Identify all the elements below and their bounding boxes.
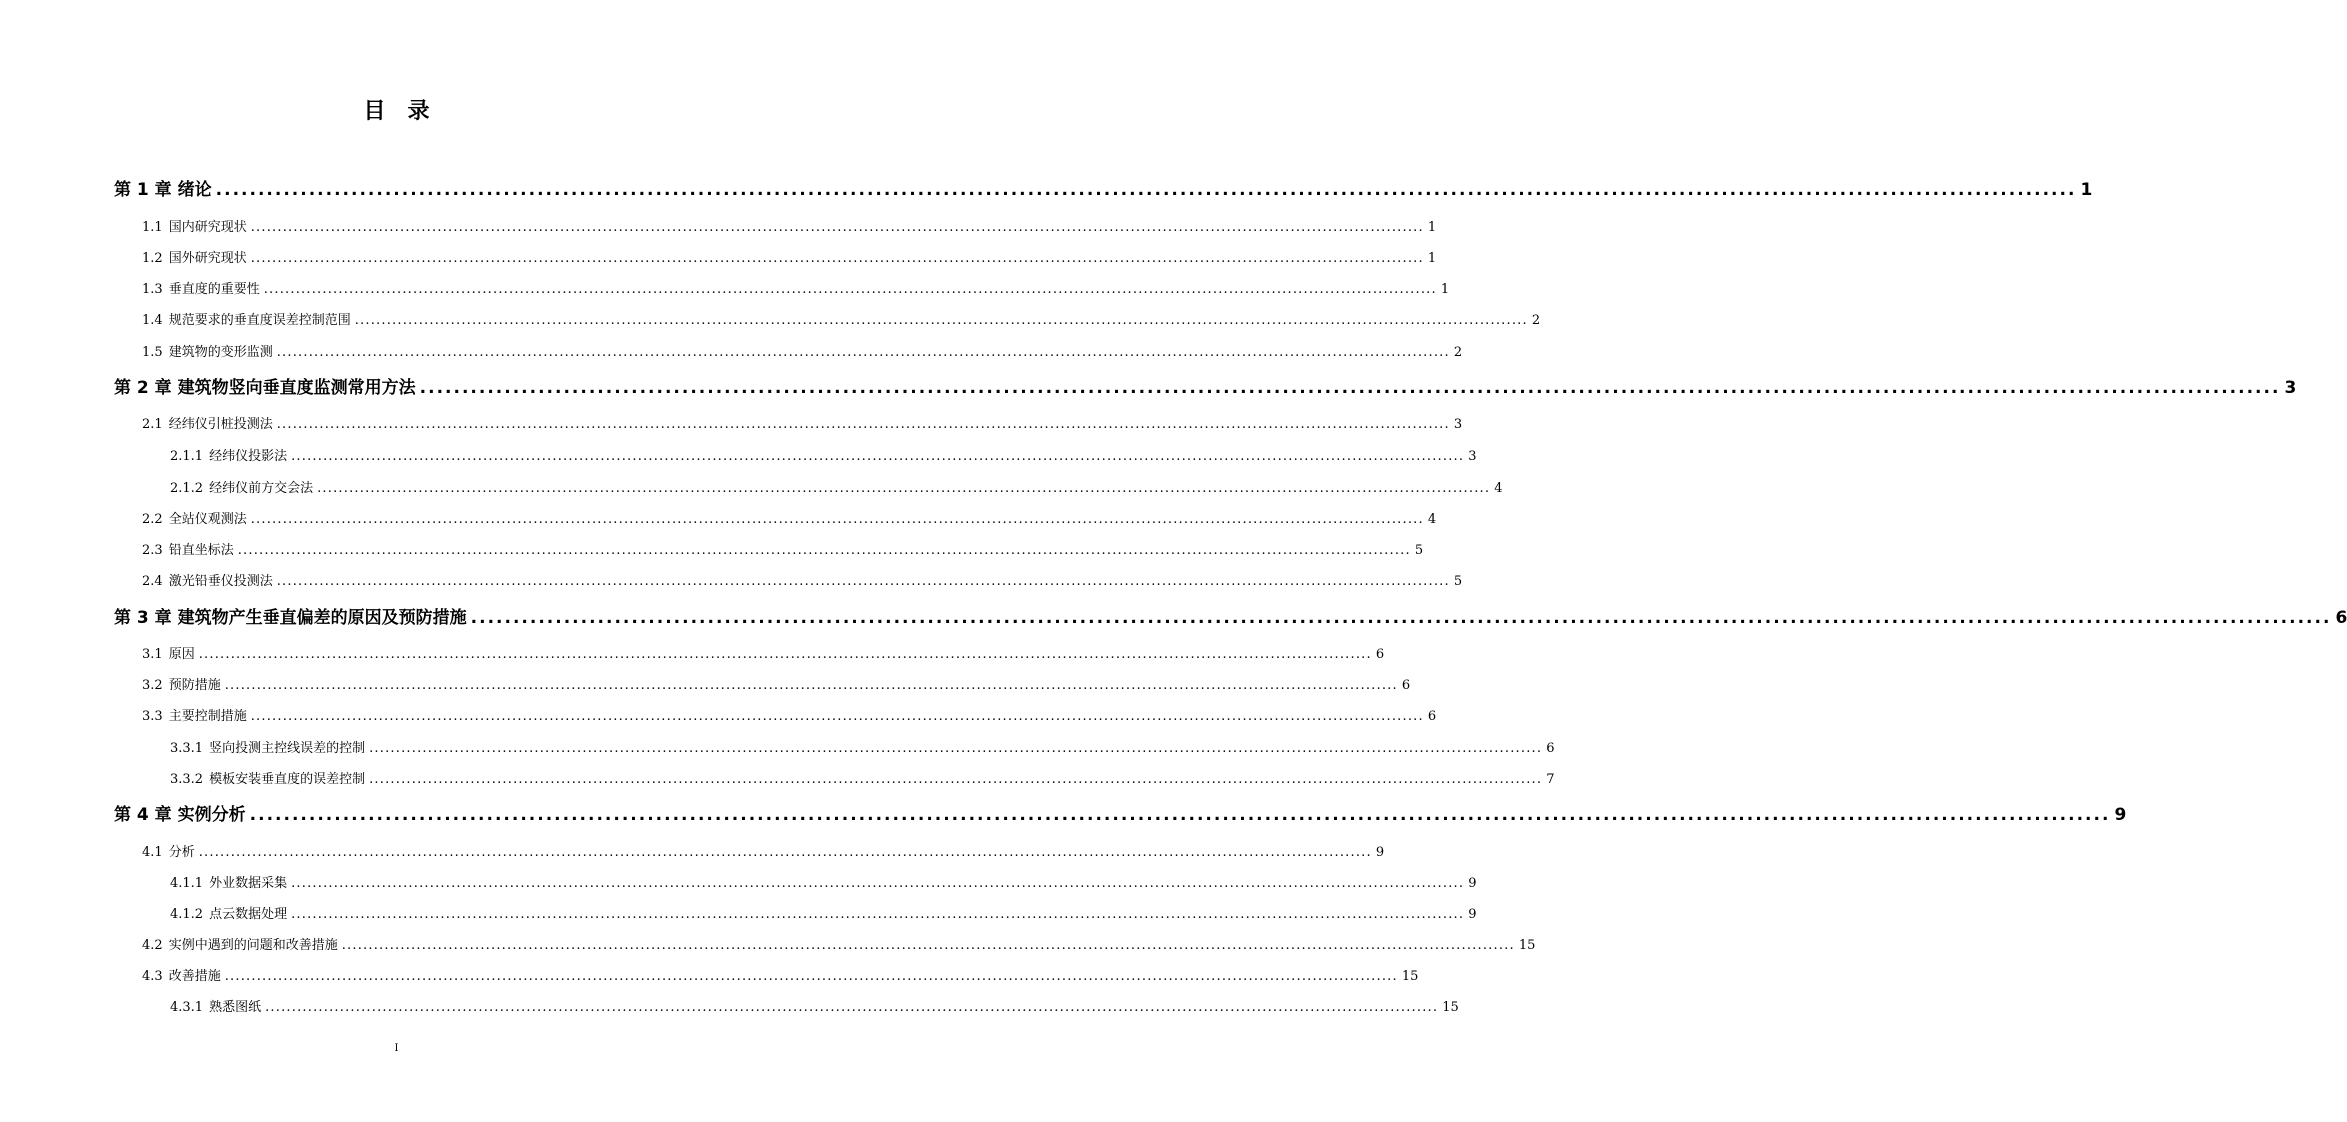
toc-entry-page: 2 xyxy=(1453,345,1463,360)
toc-entry-page: 5 xyxy=(1414,543,1424,558)
toc-entry-page: 6 xyxy=(2335,608,2347,628)
toc-leader-dots: ............................................................................................................................................................................................................................ xyxy=(198,647,1372,662)
toc-entry-number: 4.2 xyxy=(142,938,163,953)
toc-entry-text: 经纬仪投影法 xyxy=(209,449,288,464)
toc-entry-page: 15 xyxy=(1518,938,1536,953)
toc-entry-label xyxy=(142,309,351,328)
toc-entry-label xyxy=(142,570,273,589)
toc-entry-text: 建筑物产生垂直偏差的原因及预防措施 xyxy=(177,608,467,628)
toc-entry[interactable] xyxy=(142,570,1463,589)
toc-entry-label xyxy=(170,768,365,787)
toc-entry-label xyxy=(114,603,467,628)
toc-leader-dots: ............................................................................................................................................................................................................................ xyxy=(198,845,1372,860)
toc-entry[interactable] xyxy=(114,373,2297,398)
toc-entry[interactable] xyxy=(142,216,1437,235)
toc-entry-number: 3.3.2 xyxy=(170,772,204,787)
toc-entry-number: 3.3.1 xyxy=(170,741,204,756)
toc-entry-page: 3 xyxy=(1453,417,1463,432)
toc-entry-number: 2.2 xyxy=(142,512,163,527)
toc-entry-text: 全站仪观测法 xyxy=(168,512,247,527)
toc-entry[interactable] xyxy=(142,643,1385,662)
page-number-footer: I xyxy=(394,1043,399,1054)
toc-entry-page: 15 xyxy=(1401,969,1419,984)
toc-entry-number: 1.5 xyxy=(142,345,163,360)
toc-entry-page: 7 xyxy=(1546,772,1555,787)
toc-entry-page: 2 xyxy=(1531,313,1541,328)
toc-entry[interactable] xyxy=(170,445,1477,464)
toc-leader-dots: ............................................................................................................................................................................................................................ xyxy=(250,512,1424,527)
toc-entry-number: 4.3.1 xyxy=(170,1000,204,1015)
toc-entry-number: 2.3 xyxy=(142,543,163,558)
toc-entry-text: 模板安装垂直度的误差控制 xyxy=(209,772,366,787)
toc-entry-page: 15 xyxy=(1442,1000,1459,1015)
toc-entry-label xyxy=(142,674,221,693)
toc-entry-page: 1 xyxy=(1427,251,1437,266)
toc-leader-dots: ............................................................................................................................................................................................................................ xyxy=(276,345,1450,360)
toc-leader-dots: ............................................................................................................................................................................................................................ xyxy=(265,1000,1439,1015)
toc-entry[interactable] xyxy=(114,175,2093,200)
toc-entry-page: 3 xyxy=(1468,449,1477,464)
toc-entry-label xyxy=(142,643,195,662)
toc-entry-page: 9 xyxy=(1468,876,1477,891)
toc-entry-number: 第 4 章 xyxy=(114,805,172,825)
toc-entry-text: 实例中遇到的问题和改善措施 xyxy=(168,938,338,953)
toc-entry-text: 建筑物的变形监测 xyxy=(168,345,273,360)
toc-entry-label xyxy=(142,278,260,297)
toc-entry-number: 第 1 章 xyxy=(114,180,172,200)
toc-entry-page: 1 xyxy=(1440,282,1450,297)
toc-leader-dots: ............................................................................................................................................................................................................................ xyxy=(215,180,2077,200)
toc-entry-page: 4 xyxy=(1494,481,1503,496)
toc-entry-text: 经纬仪引桩投测法 xyxy=(168,417,273,432)
toc-entry-number: 第 3 章 xyxy=(114,608,172,628)
toc-entry-text: 实例分析 xyxy=(177,805,246,825)
toc-entry-label xyxy=(170,903,287,922)
title-left: 目 xyxy=(363,98,386,124)
page-title xyxy=(0,94,793,125)
toc-entry-label xyxy=(142,247,247,266)
toc-entry-number: 4.1 xyxy=(142,845,163,860)
toc-leader-dots: ............................................................................................................................................................................................................................ xyxy=(291,876,1465,891)
toc-leader-dots: ............................................................................................................................................................................................................................ xyxy=(291,907,1465,922)
toc-entry-text: 主要控制措施 xyxy=(168,709,247,724)
toc-entry-page: 9 xyxy=(2114,805,2127,825)
toc-entry-number: 1.1 xyxy=(142,220,163,235)
toc-entry-page: 4 xyxy=(1427,512,1437,527)
toc-entry-number: 3.3 xyxy=(142,709,163,724)
toc-entry-label xyxy=(142,705,247,724)
toc-entry-text: 点云数据处理 xyxy=(209,907,288,922)
toc-entry-label xyxy=(114,175,212,200)
toc-entry[interactable] xyxy=(142,341,1463,360)
toc-leader-dots: ............................................................................................................................................................................................................................ xyxy=(369,741,1543,756)
toc-entry-label xyxy=(170,477,313,496)
toc-leader-dots: ............................................................................................................................................................................................................................ xyxy=(276,574,1450,589)
toc-entry-page: 1 xyxy=(1427,220,1437,235)
toc-entry-number: 4.1.2 xyxy=(170,907,204,922)
toc-leader-dots: ............................................................................................................................................................................................................................ xyxy=(317,481,1491,496)
toc-entry[interactable] xyxy=(170,996,1459,1015)
toc-entry-label xyxy=(142,413,273,432)
toc-entry-text: 国外研究现状 xyxy=(168,251,247,266)
toc-entry-number: 1.2 xyxy=(142,251,163,266)
toc-entry[interactable] xyxy=(142,934,1536,953)
toc-entry-page: 6 xyxy=(1401,678,1411,693)
toc-leader-dots: ............................................................................................................................................................................................................................ xyxy=(249,805,2111,825)
toc-entry-label xyxy=(142,508,247,527)
toc-entry[interactable] xyxy=(170,903,1477,922)
toc-entry-text: 预防措施 xyxy=(168,678,221,693)
toc-entry-page: 5 xyxy=(1453,574,1463,589)
toc-entry[interactable] xyxy=(114,603,2347,628)
toc-entry-page: 6 xyxy=(1375,647,1385,662)
toc-entry-number: 2.1.1 xyxy=(170,449,204,464)
toc-entry-label xyxy=(142,539,234,558)
toc-entry-number: 3.1 xyxy=(142,647,163,662)
toc-entry-text: 建筑物竖向垂直度监测常用方法 xyxy=(177,378,416,398)
toc-entry[interactable] xyxy=(142,278,1450,297)
toc-leader-dots: ............................................................................................................................................................................................................................ xyxy=(250,220,1424,235)
toc-entry-text: 改善措施 xyxy=(168,969,221,984)
toc-entry-text: 绪论 xyxy=(177,180,212,200)
toc-entry-text: 熟悉图纸 xyxy=(209,1000,262,1015)
toc-entry-label xyxy=(114,800,246,825)
toc-entry[interactable] xyxy=(142,247,1437,266)
toc-leader-dots: ............................................................................................................................................................................................................................ xyxy=(250,709,1424,724)
toc-leader-dots: ............................................................................................................................................................................................................................ xyxy=(263,282,1437,297)
toc-entry-label xyxy=(170,996,261,1015)
toc-entry-label xyxy=(142,934,338,953)
toc-entry[interactable] xyxy=(142,539,1424,558)
toc-entry-text: 经纬仪前方交会法 xyxy=(209,481,314,496)
toc-entry-label xyxy=(142,965,221,984)
toc-entry[interactable] xyxy=(142,413,1463,432)
toc-entry[interactable] xyxy=(170,737,1555,756)
toc-entry-label xyxy=(142,341,273,360)
toc-entry-number: 3.2 xyxy=(142,678,163,693)
toc-entry[interactable] xyxy=(142,508,1437,527)
toc-leader-dots: ............................................................................................................................................................................................................................ xyxy=(291,449,1465,464)
toc-entry[interactable] xyxy=(142,965,1419,984)
toc-entry-page: 9 xyxy=(1375,845,1385,860)
toc-entry-number: 1.3 xyxy=(142,282,163,297)
toc-entry-label xyxy=(170,872,287,891)
toc-entry-number: 2.4 xyxy=(142,574,163,589)
toc-entry-text: 激光铅垂仪投测法 xyxy=(168,574,273,589)
toc-entry-text: 国内研究现状 xyxy=(168,220,247,235)
toc-leader-dots: ............................................................................................................................................................................................................................ xyxy=(369,772,1543,787)
toc-leader-dots: ............................................................................................................................................................................................................................ xyxy=(341,938,1515,953)
toc-leader-dots: ............................................................................................................................................................................................................................ xyxy=(419,378,2281,398)
toc-entry-page: 3 xyxy=(2284,378,2297,398)
toc-entry-number: 4.3 xyxy=(142,969,163,984)
toc-entry[interactable] xyxy=(142,841,1385,860)
toc-entry-page: 1 xyxy=(2080,180,2093,200)
toc-entry-text: 外业数据采集 xyxy=(209,876,288,891)
toc-entry-text: 垂直度的重要性 xyxy=(168,282,260,297)
toc-entry-text: 铅直坐标法 xyxy=(168,543,234,558)
toc-leader-dots: ............................................................................................................................................................................................................................ xyxy=(224,678,1398,693)
toc-entry-page: 6 xyxy=(1427,709,1437,724)
toc-entry-label xyxy=(170,737,365,756)
toc-entry[interactable] xyxy=(170,872,1477,891)
toc-entry-label xyxy=(142,841,195,860)
toc-entry-number: 2.1.2 xyxy=(170,481,204,496)
toc-entry-number: 第 2 章 xyxy=(114,378,172,398)
toc-entry[interactable] xyxy=(170,768,1555,787)
toc-entry[interactable] xyxy=(142,309,1541,328)
toc-entry[interactable] xyxy=(142,705,1437,724)
toc-entry-label xyxy=(170,445,287,464)
toc-leader-dots: ............................................................................................................................................................................................................................ xyxy=(276,417,1450,432)
toc-entry[interactable] xyxy=(142,674,1411,693)
toc-entry-number: 2.1 xyxy=(142,417,163,432)
toc-entry-text: 规范要求的垂直度误差控制范围 xyxy=(168,313,351,328)
toc-entry[interactable] xyxy=(114,800,2127,825)
toc-leader-dots: ............................................................................................................................................................................................................................ xyxy=(470,608,2332,628)
toc-entry[interactable] xyxy=(170,477,1503,496)
toc-leader-dots: ............................................................................................................................................................................................................................ xyxy=(237,543,1411,558)
toc-entry-label xyxy=(142,216,247,235)
toc-entry-text: 原因 xyxy=(168,647,195,662)
toc-entry-number: 4.1.1 xyxy=(170,876,204,891)
toc-entry-text: 分析 xyxy=(168,845,195,860)
toc-entry-number: 1.4 xyxy=(142,313,163,328)
toc-entry-page: 9 xyxy=(1468,907,1477,922)
toc-entry-text: 竖向投测主控线误差的控制 xyxy=(209,741,366,756)
toc-leader-dots: ............................................................................................................................................................................................................................ xyxy=(250,251,1424,266)
toc-leader-dots: ............................................................................................................................................................................................................................ xyxy=(354,313,1528,328)
toc-leader-dots: ............................................................................................................................................................................................................................ xyxy=(224,969,1398,984)
toc-entry-label xyxy=(114,373,416,398)
title-right: 录 xyxy=(407,98,430,124)
toc-entry-page: 6 xyxy=(1546,741,1555,756)
